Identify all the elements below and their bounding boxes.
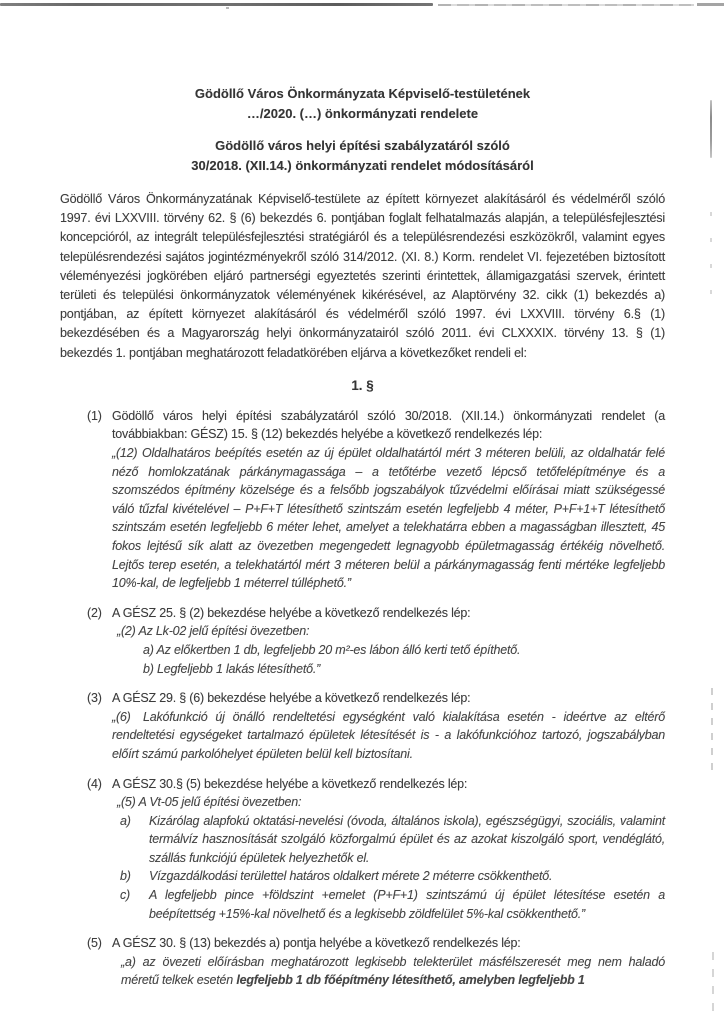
title-line-decree-number: …/2020. (…) önkormányzati rendelete bbox=[246, 106, 479, 121]
item-number: (4) bbox=[87, 776, 102, 791]
item-intro: A GÉSZ 25. § (2) bekezdése helyébe a következő rendelkezés lép: bbox=[112, 605, 471, 620]
item-intro: Gödöllő város helyi építési szabályzatáról szóló 30/2018. (XII.14.) önkormányzati rendelet (a továbbiakban: GÉSZ) 15. § (12) bekezdés helyébe a következő rendelkezés lép: bbox=[112, 408, 665, 442]
scan-artifact-right-dashes-2 bbox=[712, 952, 714, 1014]
list-item-3 bbox=[60, 689, 665, 763]
item-number: (5) bbox=[87, 936, 102, 951]
item-quote: „(6) Lakófunkció új önálló rendeltetési egységként való kialakítása esetén - ideértve az eltérő rendeltetési egységeket tartalmazó épületek létesítését is - a lakófunkcióhoz tartozó, jogszabályban előírt számú parkolóhelyet épületen belül kell biztosítani. bbox=[112, 709, 665, 761]
item-number: (2) bbox=[87, 605, 102, 620]
item-number: (1) bbox=[87, 408, 102, 423]
item-quote: „(12) Oldalhatáros beépítés esetén az új épület oldalhatártól mért 3 méteren belüli, az oldalhatár felé néző homlokzatának párkánymagassága – a tetőtérbe vezető lépcső tetőfelépítménye és a szomszédos építmény közelsége és a felsőbb jogszabályok tűzvédelmi előírásai miatt szükségessé váló tűzfal kivételével – P+F+T létesíthető szintszám esetén legfeljebb 4 méter, P+F+1+T létesíthető szintszám esetén legfeljebb 6 méter lehet, amelyet a telekhatárra ebben a magasságban illesztett, 45 fokos lejtésű sík alatt az övezetben megengedett legnagyobb épületmagasság értékéig növelhető. Lejtős terep esetén, a telekhatártól mért 3 méteren belül a párkánymagasság fenti mértéke legfeljebb 10%-kal, de legfeljebb 1 méterrel túlléphető.” bbox=[112, 446, 665, 591]
sub-item-marker: a) bbox=[120, 813, 131, 828]
subtitle-line-subject: Gödöllő város helyi építési szabályzatáról szóló bbox=[215, 138, 510, 153]
scan-artifact-right-dashes-1 bbox=[711, 688, 713, 772]
quote-bold-run: legfeljebb 1 db főépítmény létesíthető, amelyben legfeljebb 1 bbox=[236, 973, 585, 988]
list-item-4 bbox=[60, 775, 665, 924]
ordinance-items bbox=[60, 407, 665, 990]
sub-item-a bbox=[112, 812, 665, 868]
sub-item-marker: b) bbox=[120, 869, 131, 884]
item-intro: A GÉSZ 30. § (13) bekezdés a) pontja helyébe a következő rendelkezés lép: bbox=[112, 936, 521, 951]
scan-artifact-top-right bbox=[697, 3, 724, 6]
item-body bbox=[112, 934, 665, 990]
document-subtitle-block bbox=[60, 136, 665, 176]
sub-item-b: b) Legfeljebb 1 lakás létesíthető.” bbox=[143, 661, 321, 676]
item-intro: A GÉSZ 29. § (6) bekezdése helyébe a következő rendelkezés lép: bbox=[112, 691, 471, 706]
scan-artifact-right-dots bbox=[710, 212, 712, 312]
list-item-5 bbox=[60, 934, 665, 990]
subtitle-line-amendment: 30/2018. (XII.14.) önkormányzati rendelet módosításáról bbox=[191, 158, 534, 173]
document-content bbox=[60, 0, 665, 990]
sub-item-c bbox=[112, 886, 665, 923]
sub-item-b bbox=[112, 867, 665, 886]
section-heading: 1. § bbox=[351, 377, 374, 393]
preamble-paragraph: Gödöllő Város Önkormányzatának Képviselő-testülete az épített környezet alakításáról és védelméről szóló 1997. évi LXXVIII. törvény 62. § (6) bekezdés 6. pontjában foglalt felhatalmazás alapján, a településfejlesztési koncepcióról, az integrált településfejlesztési stratégiáról és a településrendezési eszközökről, valamint egyes településrendezési sajátos jogintézményekről szóló 314/2012. (XI. 8.) Korm. rendelet VI. fejezetében biztosított véleményezési jogkörében eljáró partnerségi egyeztetés szerinti érintettek, államigazgatási szervek, érintett területi és települési önkormányzatok véleményének kikérésével, az Alaptörvény 32. cikk (1) bekezdés a) pontjában, az épített környezet alakításáról és védelméről szóló 1997. évi LXXVIII. törvény 6.§ (1) bekezdésében és a Magyarország helyi önkormányzatairól szóló 2011. évi CLXXXIX. törvény 13. § (1) bekezdés 1. pontjában meghatározott feladatkörében eljárva a következőket rendeli el: bbox=[60, 192, 665, 360]
item-number: (3) bbox=[87, 691, 102, 706]
sub-item-a: a) Az előkertben 1 db, legfeljebb 20 m²-es lábon álló kerti tető építhető. bbox=[143, 642, 521, 657]
sub-item-marker: c) bbox=[120, 888, 131, 903]
item-body bbox=[112, 775, 665, 924]
title-line-authority: Gödöllő Város Önkormányzata Képviselő-testületének bbox=[194, 86, 531, 101]
document-title-block bbox=[60, 84, 665, 124]
item-body bbox=[112, 407, 665, 593]
item-quote bbox=[112, 953, 665, 990]
list-item-2 bbox=[60, 604, 665, 678]
item-body bbox=[112, 604, 665, 678]
item-intro: A GÉSZ 30.§ (5) bekezdése helyébe a következő rendelkezés lép: bbox=[112, 776, 468, 791]
sub-item-text: A legfeljebb pince +földszint +emelet (P+F+1) szintszámú új épület létesítése esetén a beépítettség +15%-kal növelhető és a legkisebb zöldfelület 5%-kal csökkenthető.” bbox=[149, 888, 665, 921]
list-item-1 bbox=[60, 407, 665, 593]
scan-artifact-right-line bbox=[710, 100, 712, 158]
item-quote-lead: „(2) Az Lk-02 jelű építési övezetben: bbox=[117, 624, 310, 639]
sub-item-text: Vízgazdálkodási területtel határos oldalkert mérete 2 méterre csökkenthető. bbox=[149, 869, 553, 884]
item-body bbox=[112, 689, 665, 763]
sub-item-text: Kizárólag alapfokú oktatási-nevelési (óvoda, általános iskola), egészségügyi, szociális, valamint termálvíz hasznosítását szolgáló közforgalmú épület és az azokat kiszolgáló sport, vendéglátó, szállás funkciójú épületek helyezhetők el. bbox=[149, 813, 665, 865]
item-quote-lead: „(5) A Vt-05 jelű építési övezetben: bbox=[117, 795, 302, 810]
quote-normal-run: „a) az övezeti előírásban meghatározott legkisebb telekterület másfélszeresét meg nem haladó méretű telkek esetén bbox=[121, 954, 665, 988]
